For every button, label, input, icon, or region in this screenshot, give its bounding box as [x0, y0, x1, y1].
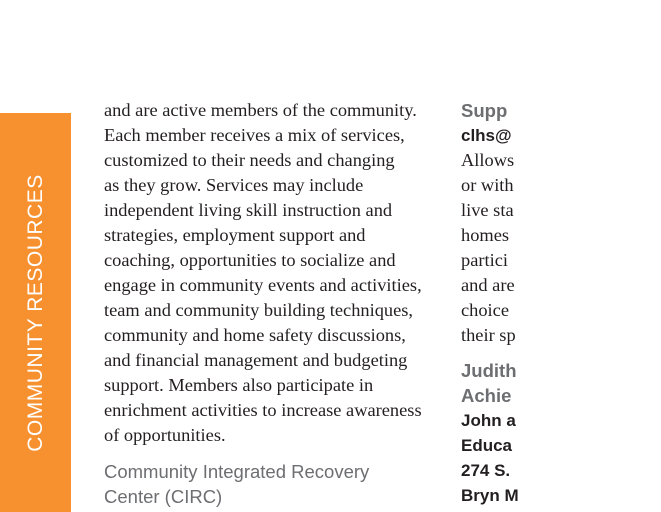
paragraph-line: homes	[461, 225, 510, 245]
paragraph-line: support. Members also participate in	[104, 375, 374, 395]
section-heading-right: Supp	[461, 100, 508, 121]
paragraph-line: Each member receives a mix of services,	[104, 125, 405, 145]
paragraph-line: customized to their needs and changing	[104, 150, 395, 170]
contact-email: clhs@	[461, 126, 512, 145]
section-heading-judith	[461, 358, 661, 408]
left-column	[104, 98, 444, 509]
side-tab-label: COMMUNITY RESOURCES	[24, 174, 47, 452]
contact-line: Educa	[461, 436, 513, 455]
paragraph-line: independent living skill instruction and	[104, 200, 393, 220]
right-paragraph	[461, 148, 661, 348]
contact-block	[461, 408, 661, 508]
paragraph-line: or with	[461, 175, 514, 195]
heading-line: Judith	[461, 360, 517, 381]
right-column	[461, 98, 661, 508]
paragraph-line: and financial management and budgeting	[104, 350, 408, 370]
section-heading-circ	[104, 459, 444, 509]
contact-line: 274 S.	[461, 461, 511, 480]
heading-line: Achie	[461, 385, 512, 406]
paragraph-line: Allows	[461, 150, 515, 170]
contact-line: John a	[461, 411, 516, 430]
heading-line: Center (CIRC)	[104, 486, 223, 507]
paragraph-line: partici	[461, 250, 508, 270]
paragraph-line: live sta	[461, 200, 514, 220]
paragraph-line: team and community building techniques,	[104, 300, 414, 320]
paragraph-line: strategies, employment support and	[104, 225, 366, 245]
paragraph-line: choice	[461, 300, 509, 320]
paragraph-line: engage in community events and activities,	[104, 275, 422, 295]
paragraph-line: enrichment activities to increase awareness	[104, 400, 422, 420]
paragraph-line: their sp	[461, 325, 516, 345]
paragraph-line: community and home safety discussions,	[104, 325, 406, 345]
paragraph-line: coaching, opportunities to socialize and	[104, 250, 396, 270]
paragraph-line: of opportunities.	[104, 425, 226, 445]
heading-line: Community Integrated Recovery	[104, 461, 370, 482]
body-paragraph	[104, 98, 444, 448]
paragraph-line: as they grow. Services may include	[104, 175, 364, 195]
contact-line: Bryn M	[461, 486, 519, 505]
paragraph-line: and are active members of the community.	[104, 100, 417, 120]
paragraph-line: and are	[461, 275, 515, 295]
